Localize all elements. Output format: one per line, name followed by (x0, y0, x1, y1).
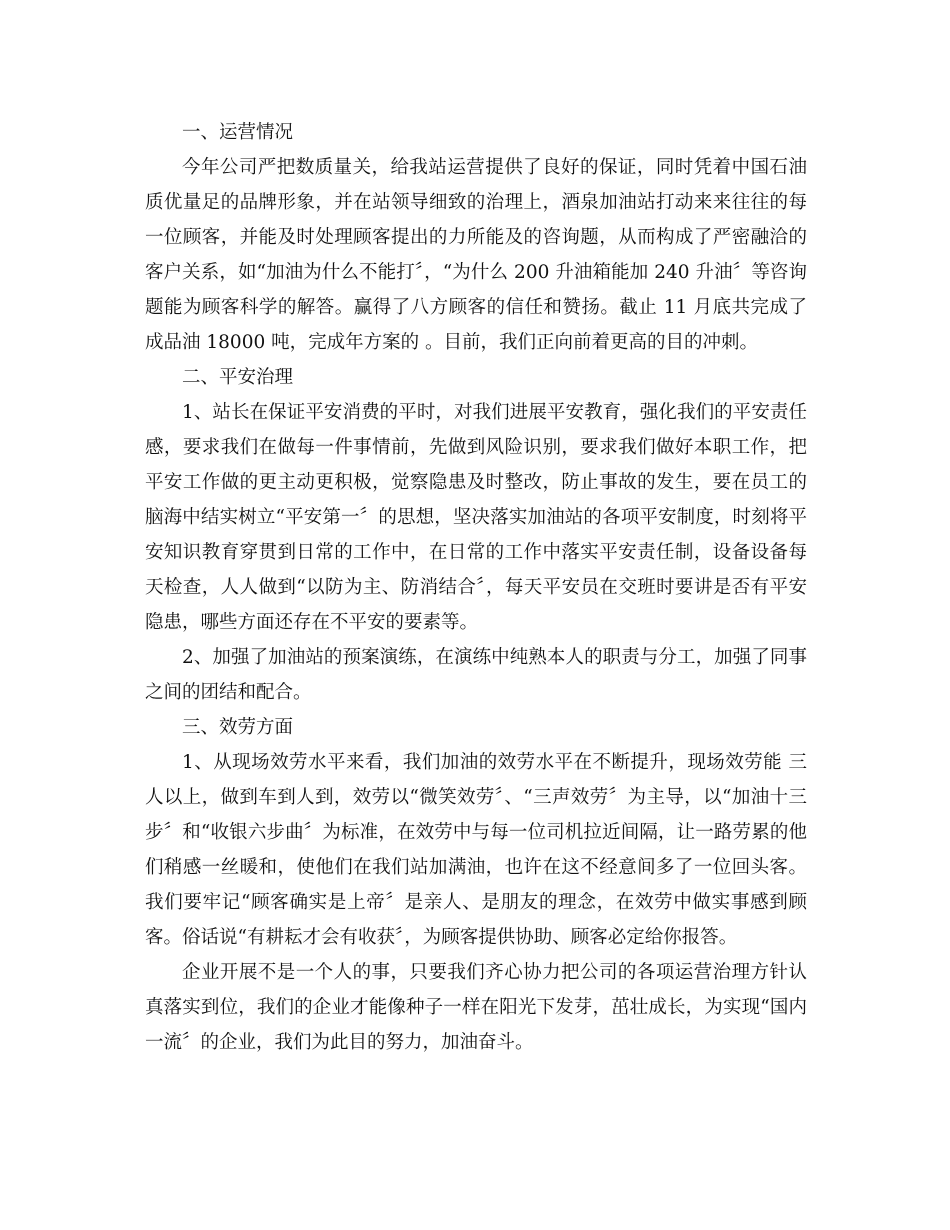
paragraph-safety-1: 1、站长在保证平安消费的平时，对我们进展平安教育，强化我们的平安责任感，要求我们在做每一件事情前，先做到风险识别，要求我们做好本职工作，把平安工作做的更主动更积极，觉察隐患及时整改，防止事故的发生，要在员工的脑海中结实树立“平安第一〞的思想，坚决落实加油站的各项平安制度，时刻将平安知识教育穿贯到日常的工作中，在日常的工作中落实平安责任制，设备设备每天检查，人人做到“以防为主、防消结合〞，每天平安员在交班时要讲是否有平安隐患，哪些方面还存在不平安的要素等。 (145, 402, 807, 633)
document-body (145, 115, 807, 1060)
heading-safety: 二、平安治理 (182, 367, 294, 388)
paragraph-service-1: 1、从现场效劳水平来看，我们加油的效劳水平在不断提升，现场效劳能 三人以上，做到车到人到，效劳以“微笑效劳〞、“三声效劳〞为主导，以“加油十三步〞和“收银六步曲〞为标准，在效劳中与每一位司机拉近间隔，让一路劳累的他们稍感一丝暖和，使他们在我们站加满油，也许在这不经意间多了一位回头客。我们要牢记“顾客确实是上帝〞是亲人、是朋友的理念，在效劳中做实事感到顾客。俗话说“有耕耘才会有收获〞，为顾客提供协助、顾客必定给你报答。 (145, 752, 807, 948)
heading-operations: 一、运营情况 (182, 122, 294, 143)
paragraph-conclusion: 企业开展不是一个人的事，只要我们齐心协力把公司的各项运营治理方针认真落实到位，我们的企业才能像种子一样在阳光下发芽，茁壮成长，为实现“国内一流〞的企业，我们为此目的努力，加油奋斗。 (145, 962, 807, 1053)
paragraph-safety-2: 2、加强了加油站的预案演练，在演练中纯熟本人的职责与分工，加强了同事之间的团结和配合。 (145, 647, 807, 703)
paragraph-operations: 今年公司严把数质量关，给我站运营提供了良好的保证，同时凭着中国石油质优量足的品牌形象，并在站领导细致的治理上，酒泉加油站打动来来往往的每一位顾客，并能及时处理顾客提出的力所能及的咨询题，从而构成了严密融洽的客户关系，如“加油为什么不能打〞，“为什么 200 升油箱能加 240 升油〞等咨询题能为顾客科学的解答。赢得了八方顾客的信任和赞扬。截止 11 月底共完成了成品油 18000 吨，完成年方案的 。目前，我们正向前着更高的目的冲刺。 (145, 157, 807, 353)
heading-service: 三、效劳方面 (182, 717, 294, 738)
